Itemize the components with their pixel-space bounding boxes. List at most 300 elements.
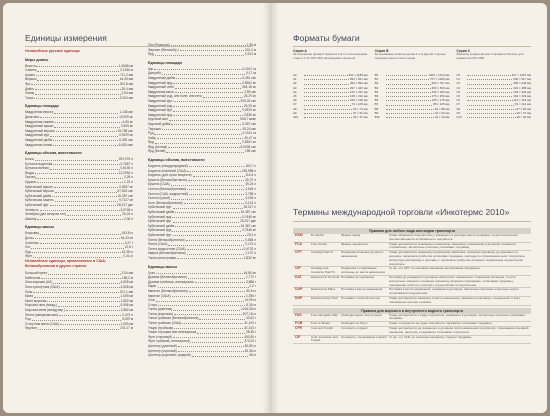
unit-value: 28,317 л	[243, 205, 256, 210]
unit-value: 506,7 мкм²	[240, 117, 256, 122]
unit-value: 8,0936 см²	[240, 144, 256, 149]
paper-size-dims: 31 × 44 мм	[434, 115, 450, 120]
unit-name: Кубический аршин	[25, 184, 53, 189]
dot-leader	[55, 120, 122, 123]
unit-name: Линия	[25, 91, 35, 96]
dot-leader	[38, 326, 119, 329]
unit-name: Кубический фут	[148, 232, 172, 237]
unit-value: 0,473 л	[122, 312, 133, 317]
dot-leader	[168, 242, 244, 245]
unit-value: 201,1 мм	[119, 289, 133, 294]
unit-value: 1,95 м	[246, 43, 256, 47]
paper-series-column	[375, 49, 450, 119]
dot-leader	[35, 87, 121, 90]
dot-leader	[190, 339, 243, 342]
unit-name: Баррель нефтяной (США)	[148, 168, 187, 173]
unit-name: Пуд	[25, 249, 31, 254]
unit-value: 0,142 л	[245, 200, 256, 205]
unit-name: Бушель (Великобритания)	[148, 177, 187, 182]
unit-value: 929,03 см²	[240, 98, 256, 103]
unit-name: Миля морская	[25, 298, 47, 303]
unit-name: Кубический ярд	[148, 228, 172, 233]
dot-leader	[467, 73, 510, 76]
dot-leader	[304, 73, 348, 76]
paper-size-code: С3	[456, 85, 461, 90]
unit-name: Унция торговая или аптекарская	[148, 330, 197, 335]
dot-leader	[186, 238, 245, 241]
paper-size-dims: 176 × 250 мм	[431, 94, 450, 99]
dot-leader	[53, 280, 119, 283]
incoterm-russian: Поставка с оплатой пошлин	[341, 295, 381, 300]
unit-name: Центнер (короткий, средний)	[148, 353, 191, 358]
dot-leader	[40, 208, 120, 211]
unit-value: 2,54 мм	[121, 271, 133, 276]
unit-name: Ярд (Китай)	[148, 149, 166, 154]
paper-size-code: С4	[456, 89, 461, 94]
unit-value: 2,59 км²	[244, 89, 256, 94]
paper-size-dims: 250 × 353 мм	[431, 89, 450, 94]
dot-leader	[54, 124, 119, 127]
dot-leader	[157, 136, 244, 139]
unit-value: 491,976 л	[118, 157, 133, 162]
dot-leader	[195, 280, 245, 283]
dot-leader	[178, 349, 244, 352]
paper-size-dims: 594 × 841 мм	[349, 77, 368, 82]
dot-leader	[467, 115, 515, 118]
dot-leader	[66, 308, 120, 311]
dot-leader	[173, 81, 241, 84]
unit-name: Морская миля (междунар.)	[25, 307, 65, 312]
unit-value: 2,832 м³	[243, 255, 256, 260]
dot-leader	[60, 322, 120, 325]
paper-size-code: В10	[374, 115, 380, 120]
dot-leader	[386, 86, 431, 89]
paper-size-dims: 148 × 210 мм	[349, 94, 368, 99]
unit-name: Фут	[25, 81, 31, 86]
dot-leader	[162, 71, 245, 74]
unit-value: 0,3597 м³	[119, 184, 133, 189]
unit-section-heading: Единицы площади	[25, 104, 59, 109]
unit-name: Пинта жидкостная (США)	[148, 246, 186, 251]
unit-value: 0,7687 л	[120, 161, 133, 166]
unit-section-heading: Нелинейные русские единицы	[25, 49, 80, 53]
unit-name: Тонна (короткая)	[148, 311, 173, 316]
unit-name: Золотник	[25, 240, 39, 245]
paper-title-rule	[293, 46, 531, 47]
unit-value: 44,43 мг	[120, 236, 133, 240]
unit-row	[25, 326, 133, 331]
unit-name: Кубический дюйм	[148, 210, 175, 214]
dot-leader	[184, 201, 245, 204]
paper-size-dims: 162 × 229 мм	[513, 94, 532, 99]
dot-leader	[168, 145, 239, 148]
dot-leader	[386, 98, 431, 101]
unit-name: Ярд (Англия)	[148, 144, 168, 149]
dot-leader	[187, 187, 244, 190]
dot-leader	[188, 275, 245, 278]
incoterm-russian: Перевозка оплачена до места назначения	[341, 250, 384, 258]
unit-value: 16,387 см³	[240, 223, 256, 228]
paper-size-dims: 648 × 917 мм	[513, 77, 532, 82]
unit-value: 1,296 г	[245, 293, 256, 298]
unit-name: Четверик (для сыпучих тел)	[25, 212, 67, 217]
dot-leader	[467, 86, 512, 89]
dot-leader	[34, 96, 118, 99]
incoterm-description: Товар отгружается на судно покупателя, перевалку оплачивает продавец.	[389, 321, 493, 326]
unit-name: Тонна тройская (США)	[148, 321, 182, 326]
dot-leader	[173, 113, 243, 116]
unit-name: Галлон (США, жидкостной)	[148, 191, 189, 196]
unit-value: 4,55 м²	[122, 119, 133, 124]
incoterm-english: Ex Works	[311, 233, 324, 237]
dot-leader	[173, 307, 240, 310]
incoterms-banner-any-transport: Правила для любого вида или видов транспорта	[293, 228, 531, 234]
paper-size-code: С1	[456, 77, 461, 82]
paper-size-code: С9	[456, 110, 461, 115]
incoterm-english: Carriage Paid To	[311, 250, 334, 255]
incoterm-russian: Поставка в месте назначения	[341, 287, 383, 292]
paper-size-dims: 37 × 52 мм	[353, 110, 368, 115]
unit-value: 1,852 км	[120, 307, 133, 312]
dot-leader	[31, 245, 123, 248]
unit-value: 1016,05 кг	[241, 307, 256, 312]
dot-leader	[162, 127, 242, 130]
incoterm-row	[293, 336, 531, 345]
dot-leader	[37, 217, 123, 220]
unit-name: Стоун	[148, 302, 157, 307]
incoterm-english: Delivered at Place	[311, 287, 336, 292]
unit-name: Джерибо	[148, 71, 162, 76]
dot-leader	[304, 77, 349, 80]
paper-size-dims: 114 × 162 мм	[513, 98, 532, 103]
dot-leader	[192, 353, 248, 356]
unit-section-heading: Меры длины	[25, 57, 49, 62]
unit-name: Лига сухопутная (США)	[25, 284, 60, 289]
unit-row	[25, 217, 133, 222]
unit-value: 0,914 м	[244, 52, 256, 57]
dot-leader	[155, 52, 244, 55]
unit-value: 115,6 л	[245, 173, 256, 178]
paper-series-name: Серия С	[456, 49, 471, 53]
dot-leader	[187, 169, 240, 172]
paper-size-dims: 125 × 176 мм	[431, 98, 450, 103]
unit-section-heading: Единицы объема, вместимости	[25, 151, 82, 156]
dot-leader	[467, 102, 514, 105]
dot-leader	[35, 171, 117, 174]
incoterm-code: CFR	[295, 325, 302, 330]
unit-value: 6,35 кг	[246, 302, 256, 307]
unit-name: Бочка	[25, 157, 34, 162]
dot-leader	[467, 98, 512, 101]
incoterms-table	[293, 228, 531, 344]
unit-name: Кубический фут	[148, 205, 172, 210]
incoterm-english: Cost and Freight	[311, 325, 334, 330]
unit-value: 44,45 мм	[119, 77, 133, 82]
paper-size-dims: 297 × 420 мм	[349, 85, 368, 90]
left-page	[3, 3, 271, 413]
incoterm-code: FCA	[295, 241, 302, 246]
dot-leader	[304, 111, 352, 114]
incoterm-code: CIF	[295, 334, 301, 339]
dot-leader	[37, 77, 118, 80]
unit-name: Квадратный чейн	[148, 85, 174, 90]
dot-leader	[386, 111, 434, 114]
unit-name: Дюйм	[25, 86, 34, 91]
unit-name: Слаг	[148, 298, 156, 303]
dot-leader	[189, 289, 246, 292]
incoterms-banner-sea: Правила для морского и внутреннего водного транспорта	[293, 308, 531, 314]
unit-value: 0,4047 га	[242, 66, 256, 71]
dot-leader	[32, 317, 121, 320]
paper-size-code: А5	[293, 94, 297, 99]
paper-size-dims: 420 × 594 мм	[349, 81, 368, 86]
unit-section-heading: Единицы объема, вместимости	[148, 158, 205, 163]
unit-value: 50,8 кг	[246, 288, 256, 293]
unit-name: Центнер (длинный)	[148, 344, 177, 349]
unit-value: 32,63 г	[245, 316, 256, 321]
dot-leader	[467, 111, 515, 114]
unit-name: Гарнец	[25, 175, 36, 180]
paper-series-desc: За основание принята бумага в 1 м² с соотношением сторон 1:√2 (ISO 216) являющимся началом	[293, 52, 368, 60]
unit-row	[25, 143, 133, 148]
unit-value: 3,0748 л	[120, 207, 133, 212]
unit-value: 0,2 г	[249, 284, 256, 289]
unit-value: 4,828 км	[120, 280, 133, 285]
unit-value: 36,37 л	[245, 177, 256, 182]
unit-value: 0,8361 м²	[242, 140, 256, 145]
unit-value: 93,24 км²	[242, 126, 256, 131]
dot-leader	[174, 312, 242, 315]
paper-size-code: А8	[293, 106, 297, 111]
dot-leader	[193, 173, 245, 176]
unit-name: Баррель (международный)	[148, 164, 188, 169]
dot-leader	[175, 210, 239, 213]
unit-name: Квадратный фут	[25, 133, 50, 138]
unit-value: 14,59 кг	[244, 298, 256, 303]
dot-leader	[33, 236, 119, 239]
dot-leader	[467, 77, 512, 80]
unit-name: Пинта (США)	[148, 242, 168, 247]
unit-section-heading: Нелинейные единицы, применяемые в США, Великобритании и других странах	[25, 258, 107, 268]
unit-value: 0,8361 м²	[242, 80, 256, 85]
incoterm-description: Товар доставляется основному перевозчику заказчика, основную перевозку до указанного в договоре терминала прибытия оплачивает продавец, расходы по страхованию несет покупатель, импортную растаможку и доставку с терминала прибытия основного перевозчика осуществляет покупатель.	[389, 250, 526, 266]
unit-value: 12,2994 л	[118, 170, 133, 175]
paper-size-code: В9	[374, 110, 379, 115]
paper-size-dims: 324 × 458 мм	[513, 85, 532, 90]
unit-value: 158,988 л	[241, 168, 256, 173]
unit-value: 28,317 дм³	[240, 219, 256, 224]
paper-size-dims: 26 × 37 мм	[353, 115, 368, 120]
unit-value: 0,0929 м²	[242, 108, 256, 113]
unit-value: 25,29 м²	[243, 94, 256, 99]
paper-size-code: В7	[374, 102, 379, 107]
unit-name: Ярд	[148, 140, 154, 145]
incoterm-code: FOB	[295, 321, 303, 326]
unit-value: 373,24 г	[244, 339, 256, 344]
paper-size-code: С7	[456, 102, 461, 107]
unit-value: 0,1012 га	[242, 131, 256, 136]
unit-name: Квадратная сажень	[25, 119, 54, 124]
unit-name: Миля	[25, 294, 34, 299]
incoterms-group-any	[293, 234, 531, 306]
dot-leader	[175, 85, 241, 88]
dot-leader	[187, 251, 245, 254]
paper-size-code: А0	[293, 73, 297, 77]
paper-size-dims: 105 × 148 мм	[349, 98, 368, 103]
paper-size-code: А3	[293, 85, 297, 90]
unit-name: Большой пункт	[25, 271, 48, 276]
unit-value: 2,54 мм	[121, 91, 133, 96]
unit-name: Пик (Франция)	[148, 43, 170, 47]
unit-value: 12,8 г	[124, 245, 133, 250]
unit-name: Квадратный ярд	[148, 80, 173, 85]
paper-size-code: В4	[374, 89, 379, 94]
unit-value: 6,452 мм²	[118, 142, 133, 147]
unit-value: 35,24 л	[245, 182, 256, 187]
unit-value: 0,505 м²	[120, 124, 133, 129]
unit-name: Тонна (длинная)	[148, 307, 173, 312]
dot-leader	[171, 182, 245, 185]
unit-name: Точка	[25, 95, 34, 100]
paper-series-name: Серия А	[293, 49, 307, 53]
unit-value: 0,836 м²	[243, 112, 256, 117]
unit-name: Кубический фут	[148, 219, 172, 224]
unit-name: Руд	[148, 131, 154, 136]
incoterm-russian: Стоимость и фрахт	[341, 325, 369, 330]
incoterm-code: DAP	[295, 287, 303, 292]
paper-size-code: В2	[374, 81, 379, 86]
dot-leader	[52, 194, 116, 197]
unit-value: 28,3 л	[247, 232, 256, 237]
paper-size-dims: 44 × 62 мм	[434, 110, 450, 115]
incoterm-description: Товар доставляется к судну покупателя, указанного в договоре, экспортные пошлины уплачивает продавец.	[389, 312, 526, 321]
dot-leader	[54, 185, 119, 188]
incoterms-group-sea	[293, 314, 531, 345]
dot-leader	[158, 284, 249, 287]
paper-size-code: А6	[293, 98, 297, 103]
paper-size-dims: 40 × 57 мм	[516, 110, 532, 115]
paper-size-code: С8	[456, 106, 461, 111]
incoterm-english: Delivered Duty Paid	[311, 295, 338, 300]
paper-size-code: С2	[456, 81, 461, 86]
unit-name: Пинта (американская)	[25, 312, 58, 317]
unit-value: 907,18 кг	[242, 311, 256, 316]
unit-value: 3,785 л	[245, 191, 256, 196]
dot-leader	[154, 131, 241, 134]
dot-leader	[188, 178, 244, 181]
paper-size-row	[456, 115, 531, 119]
incoterm-english: Delivered at Terminal	[311, 274, 340, 279]
dot-leader	[197, 330, 245, 333]
dot-leader	[35, 91, 120, 94]
paper-series-desc: Форматы конвертов для отправки в России; для конвертов (ISO 269)	[456, 52, 524, 60]
unit-name: Квадратный ярд	[148, 112, 173, 117]
unit-value: 1,772 г	[245, 275, 256, 280]
unit-name: Лига морская (UK)	[25, 280, 53, 285]
unit-value: 31,103 г	[244, 321, 256, 326]
book-gutter	[263, 3, 279, 413]
unit-value: 185,2 м	[121, 275, 133, 280]
dot-leader	[36, 73, 119, 76]
dot-leader	[174, 326, 243, 329]
dot-leader	[386, 77, 429, 80]
unit-value: 4,546 л	[245, 187, 256, 192]
unit-name: Кубический ярд	[148, 214, 172, 219]
unit-name: Галлон (Великобритания)	[148, 187, 187, 192]
unit-name: Ярд	[148, 52, 154, 57]
unit-value: 2,1336 м	[120, 68, 133, 73]
unit-name: Хайд	[148, 135, 156, 140]
dot-leader	[173, 335, 243, 338]
unit-name: Гран	[148, 270, 155, 275]
incoterm-row	[293, 251, 531, 267]
unit-name: Квадратный дюйм	[148, 75, 176, 80]
dot-leader	[67, 212, 121, 215]
unit-name: Квадратный род, или поле, или пеги	[148, 94, 202, 99]
dot-leader	[173, 108, 241, 111]
unit-name: Фунт тройский, аптекарский	[148, 339, 190, 344]
unit-value: 0,6150 л	[120, 166, 133, 171]
unit-value: 0,4732 л	[243, 246, 256, 251]
dot-leader	[53, 143, 118, 146]
unit-value: 0,7646 м³	[242, 228, 256, 233]
unit-value: 404,16 м²	[242, 85, 256, 90]
paper-series-name: Серия В	[374, 49, 389, 53]
unit-value: 4,27 г	[124, 240, 133, 245]
dot-leader	[55, 198, 118, 201]
dot-leader	[171, 122, 241, 125]
unit-name: Кабельтов	[25, 275, 41, 280]
paper-size-dims: 57 × 81 мм	[516, 106, 532, 111]
unit-value: 0,41 кг	[123, 254, 133, 259]
dot-leader	[173, 219, 240, 222]
paper-size-dims: 74 × 105 мм	[351, 102, 368, 107]
dot-leader	[40, 241, 124, 244]
unit-name: Центнер (короткий)	[148, 348, 177, 353]
unit-name: Сажень	[25, 68, 37, 73]
paper-size-dims: 28 × 40 мм	[516, 115, 532, 120]
unit-name: Фарлонг (Великобр.)	[148, 47, 179, 52]
dot-leader	[35, 157, 118, 160]
dot-leader	[467, 81, 512, 84]
unit-value: 19,758 см²	[117, 128, 133, 133]
incoterm-english: Free Carrier	[311, 241, 328, 246]
unit-value: 163,7 л	[245, 164, 256, 169]
unit-name: Лот	[25, 245, 31, 250]
unit-name: Линк	[25, 289, 33, 294]
unit-value: 5,556 км	[120, 303, 133, 308]
unit-name: Доля	[25, 236, 33, 240]
units-title: Единицы измерения	[25, 33, 107, 43]
dot-leader	[36, 175, 123, 178]
incoterm-english: Free Alongside Ship	[311, 312, 338, 317]
unit-name: Галлон (сухой)	[148, 196, 170, 201]
dot-leader	[41, 276, 121, 279]
unit-name: Морская лига (межд.)	[25, 303, 57, 308]
dot-leader	[158, 303, 246, 306]
incoterm-description: Товар доставляется до указанного в договоре порта назначения покупателя, страхование основной перевозки, разгрузку и перевалку оплачивает покупатель.	[389, 325, 529, 334]
dot-leader	[171, 196, 244, 199]
unit-name: Квадратный дюйм	[25, 137, 53, 142]
unit-value: 16,387 см³	[117, 193, 133, 198]
paper-size-code: В6	[374, 98, 379, 103]
dot-leader	[386, 90, 431, 93]
paper-size-dims: 62 × 88 мм	[434, 106, 450, 111]
unit-name: Баррель (для сухих веществ)	[148, 173, 192, 178]
unit-value: 25,4 мм	[121, 86, 133, 91]
paper-size-row	[375, 115, 450, 119]
incoterm-russian: Стоимость, страхование и фрахт	[341, 334, 388, 339]
